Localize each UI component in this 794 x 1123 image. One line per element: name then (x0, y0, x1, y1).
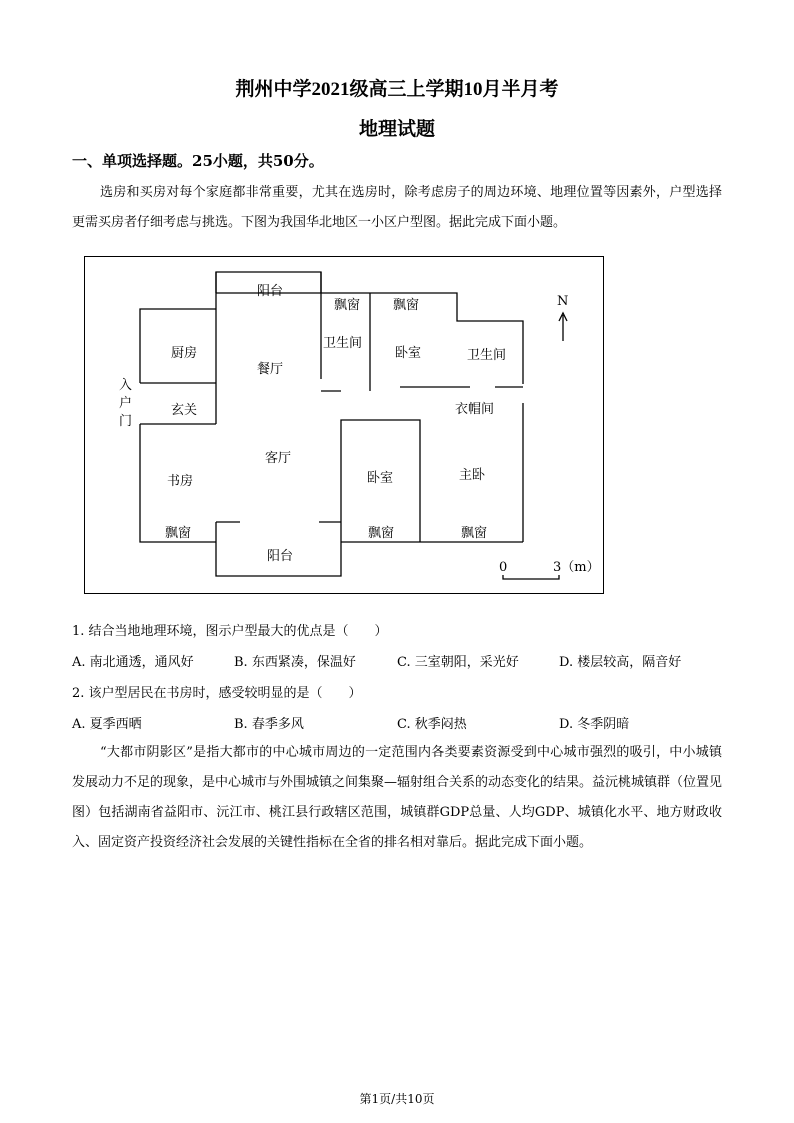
entrance-char-2: 户 (119, 396, 133, 411)
label-living: 客厅 (265, 451, 292, 466)
label-bathroom-2: 卫生间 (467, 348, 507, 363)
floor-plan-figure (84, 256, 604, 594)
q2-option-c: C. 秋季闷热 (397, 717, 467, 732)
label-dining: 餐厅 (257, 362, 284, 377)
q1-option-b: B. 东西紧凑，保温好 (234, 655, 356, 670)
q2-option-b: B. 春季多风 (234, 717, 304, 732)
question-1-stem: 1. 结合当地地理环境，图示户型最大的优点是（ ） (72, 624, 388, 639)
page-title: 荆州中学2021级高三上学期10月半月考 (235, 79, 559, 100)
subject-title: 地理试题 (358, 119, 435, 140)
label-kitchen: 厨房 (171, 346, 198, 361)
q1-option-a: A. 南北通透，通风好 (72, 655, 194, 670)
passage-2: “大都市阴影区”是指大都市的中心城市周边的一定范围内各类要素资源受到中心城市强烈的吸引，中小城镇发展动力不足的现象，是中心城市与外围城镇之间集聚—辐射组合关系的动态变化的结果。益沅桃城镇群（位置见图）包括湖南省益阳市、沅江市、桃江县行政辖区范围，城镇群GDP总量、人均GDP、城镇化水平、地方财政收入、固定资产投资经济社会发展的关键性指标在全省的排名相对靠后。据此完成下面小题。 (72, 745, 723, 850)
q1-option-c: C. 三室朝阳，采光好 (397, 655, 519, 670)
label-bay-window-study: 飘窗 (165, 526, 192, 541)
scale-zero: 0 (499, 560, 508, 575)
intro-paragraph: 选房和买房对每个家庭都非常重要，尤其在选房时，除考虑房子的周边环境、地理位置等因素外，户型选择更需买房者仔细考虑与挑选。下图为我国华北地区一小区户型图。据此完成下面小题。 (72, 185, 722, 230)
north-label: N (557, 294, 569, 309)
label-bay-window-1: 飘窗 (334, 298, 361, 313)
label-entrance-door (119, 378, 136, 429)
label-balcony-bottom: 阳台 (267, 549, 294, 564)
page-footer: 第1页/共10页 (359, 1092, 435, 1106)
label-bedroom-2: 卧室 (367, 471, 394, 486)
q2-option-a: A. 夏季西晒 (72, 717, 142, 732)
label-foyer: 玄关 (171, 403, 198, 418)
label-bay-window-master: 飘窗 (461, 526, 488, 541)
section-heading: 一、单项选择题。25小题，共50分。 (72, 152, 324, 170)
label-balcony-top: 阳台 (257, 284, 284, 299)
q2-option-d: D. 冬季阴暗 (559, 717, 630, 732)
label-bay-window-2: 飘窗 (393, 298, 420, 313)
label-bay-window-bed2: 飘窗 (368, 526, 395, 541)
question-2-stem: 2. 该户型居民在书房时，感受较明显的是（ ） (72, 686, 362, 701)
label-bathroom-1: 卫生间 (323, 336, 363, 351)
entrance-char-1: 入 (119, 378, 133, 393)
floor-plan-drawing (85, 257, 603, 593)
scale-end: 3（m） (553, 560, 600, 575)
label-study: 书房 (167, 474, 194, 489)
label-master: 主卧 (459, 468, 486, 483)
entrance-char-3: 门 (119, 414, 133, 429)
label-cloakroom: 衣帽间 (455, 402, 495, 417)
label-bedroom-1: 卧室 (395, 346, 422, 361)
q1-option-d: D. 楼层较高，隔音好 (559, 655, 682, 670)
